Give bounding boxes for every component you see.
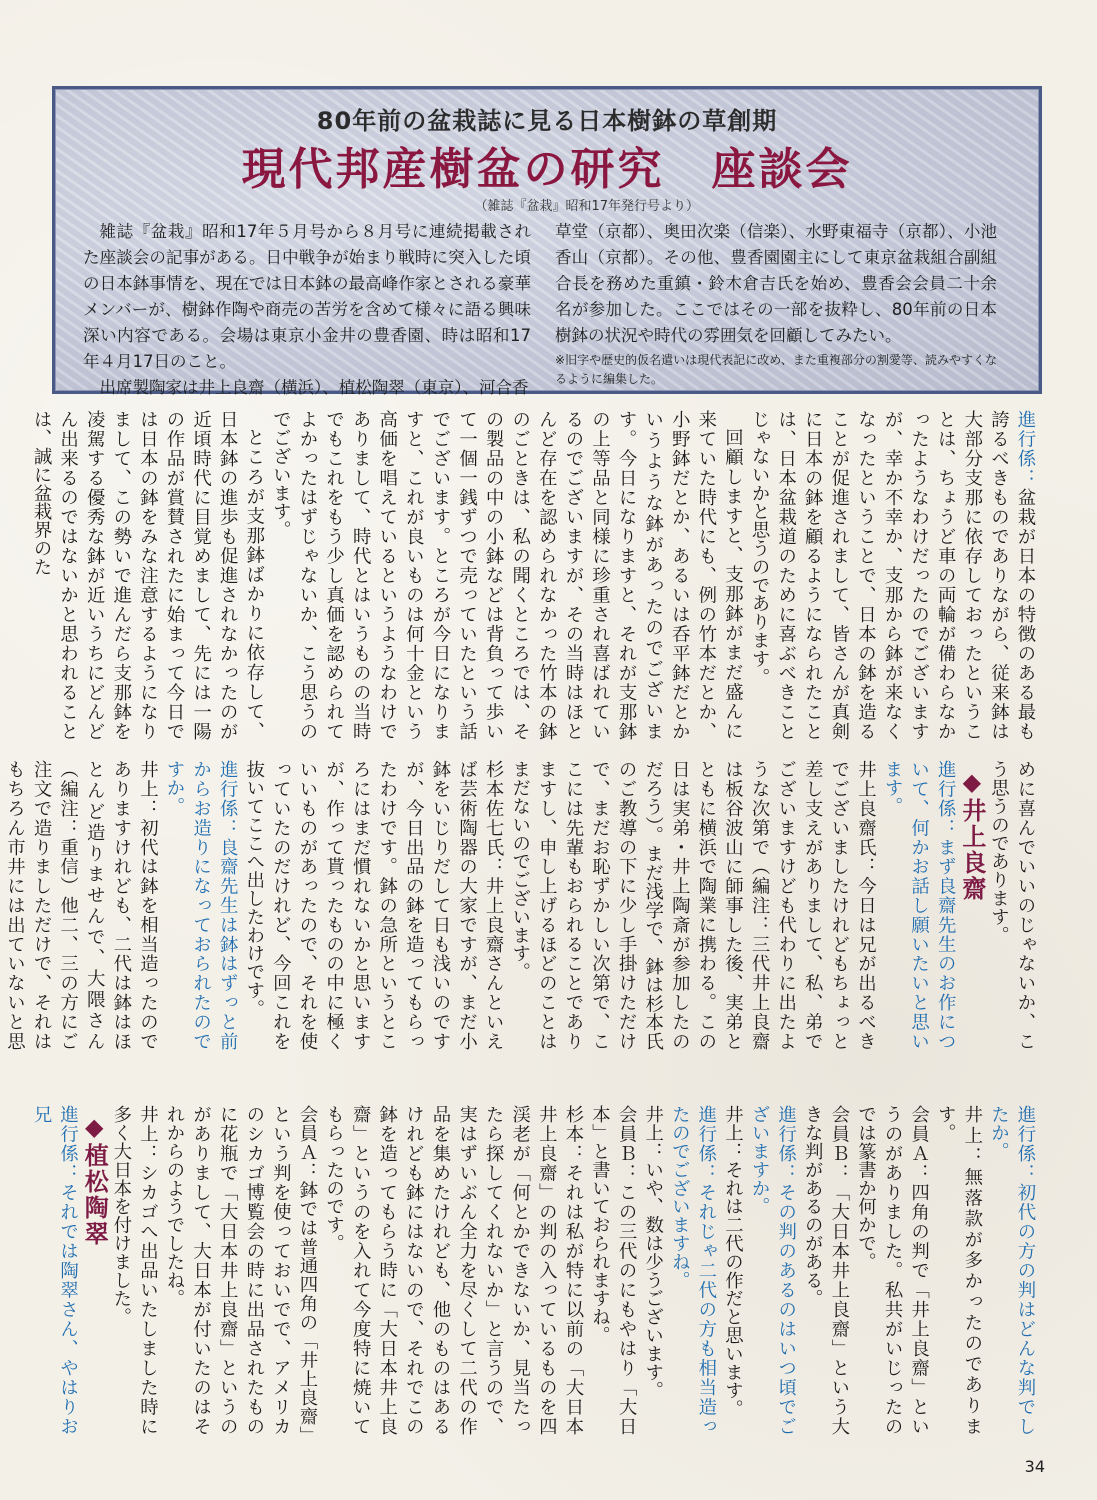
dialogue-paragraph	[666, 1105, 719, 1435]
dialogue-text: その判のあるのはいつ頃でございますか。	[749, 1105, 797, 1435]
diamond-icon: ◆	[957, 768, 986, 798]
dialogue-text: 今日は兄が出るべきでございましたけれどもちょっと差し支えがありまして、私、弟でございますけども代わりに出たような次第で（編注：三代井上良齋は板谷波山に師事した後、実弟とともに横浜で陶業に携わる。この日は実弟・井上陶斎が参加したのだろう）。まだ浅学で、鉢は杉本氏のご教導の下に少し手掛けただけで、まだお恥ずかしい次第で、ここには先輩もおられることでありますし、申し上げるほどのことはまだないのでございます。	[509, 760, 877, 1050]
speaker-label: 進行係：	[217, 760, 239, 838]
speaker-label: 進行係：	[775, 1105, 797, 1183]
speaker-label: 進行係：	[1015, 410, 1036, 488]
article-header	[52, 86, 1042, 397]
dialogue-paragraph	[107, 1105, 160, 1435]
intro-paragraph: 出席製陶家は井上良齋（横浜）、植松陶翠（東京）、河合香	[99, 378, 529, 397]
dialogue-text: 初代の方の判はどんな判でしたか。	[988, 1105, 1036, 1435]
dialogue-paragraph	[639, 1105, 666, 1435]
speaker-label: 井上：	[137, 1105, 159, 1164]
body-section-bottom	[31, 1105, 1038, 1436]
speaker-label: 会員Ａ：	[908, 1105, 930, 1183]
page-number: 34	[1024, 1457, 1045, 1476]
dialogue-text: それじゃ二代の方も相当造ったのでございますね。	[669, 1105, 717, 1435]
dialogue-paragraph	[878, 760, 958, 1050]
speaker-label: 進行係：	[695, 1105, 717, 1183]
dialogue-text: 良齋先生は鉢はずっと前からお造りになっておられたのですか。	[164, 760, 239, 1050]
speaker-label: 進行係：	[57, 1105, 79, 1183]
speaker-label: 井上：	[137, 760, 159, 819]
section-heading	[81, 1105, 108, 1435]
dialogue-text: シカゴへ出品いたしました時に多く大日本を付けました。	[110, 1105, 159, 1436]
dialogue-paragraph	[320, 1105, 586, 1435]
speaker-label: 井上良齋氏：	[855, 760, 877, 877]
speaker-label: 井上：	[642, 1105, 664, 1161]
dialogue-paragraph	[160, 1105, 320, 1435]
body-section-middle	[4, 760, 1038, 1050]
dialogue-text: 四角の判で「井上良齋」というのがありました。私共がいじったのでは篆書か何かで。	[855, 1105, 930, 1435]
dialogue-text: 盆栽が日本の特徴のある最も誇るべきものでありながら、従来鉢は大部分支那に依存しておったということは、ちょうど車の両輪が備わらなかったようなわけだったのでございますが、幸か不幸か、支那から鉢が来なくなったということで、日本の鉢を造ることが促進されまして、皆さんが真剣に日本の鉢を顧るようになられたことは、日本盆栽道のために喜ぶべきことじゃないかと思うのであります。	[749, 410, 1036, 740]
speaker-label: 杉本佐七氏：	[483, 760, 505, 877]
dialogue-text: 鉢では普通四角の「井上良齋」という判を使っておいでで、アメリカのシカゴ博覧会の時に出品されたものに花瓶で「大日本井上良齋」というのがありまして、大日本が付いたのはそれからのようでしたね。	[164, 1105, 318, 1435]
source-note: （雑誌『盆栽』昭和17年発行号より）	[474, 199, 699, 214]
speaker-label: 進行係：	[935, 760, 957, 838]
dialogue-paragraph	[852, 1105, 932, 1435]
section-heading-text: 井上良齋	[957, 798, 986, 902]
dialogue-text: それでは陶翠さん、やはりお兄	[31, 1105, 79, 1435]
dialogue-paragraph	[27, 1105, 80, 1435]
dialogue-paragraph	[240, 760, 506, 1050]
dialogue-paragraph	[985, 1105, 1038, 1435]
dialogue-paragraph	[719, 1105, 746, 1435]
dialogue-paragraph: めに喜んでいいのじゃないか、こう思うのであります。	[988, 760, 1036, 1050]
speaker-label: 会員Ｂ：	[828, 1105, 850, 1183]
intro-paragraph: 雑誌『盆栽』昭和17年５月号から８月号に連続掲載された座談会の記事がある。日中戦争が始まり戦時に突入した頃の日本鉢事情を、現在では日本鉢の最高峰作家とされる豪華メンバーが、樹鉢作陶や商売の苦労を含めて様々に語る興味深い内容である。会場は東京小金井の豊香園、時は昭和17年４月17日のこと。	[83, 222, 531, 371]
speaker-label: 井上：	[722, 1105, 744, 1161]
dialogue-paragraph	[586, 1105, 639, 1435]
dialogue-paragraph	[745, 410, 1038, 740]
intro-right	[555, 219, 997, 389]
dialogue-paragraph	[0, 760, 160, 1050]
section-heading	[958, 760, 985, 1050]
speaker-label: 会員Ｂ：	[616, 1105, 638, 1183]
dialogue-text: 井上良齋さんといえば芸術陶器の大家ですが、まだ小鉢をいじりだして日も浅いのですが、今日出品の鉢を造ってもらったわけです。鉢の急所というところにはまだ慣れないかと思いますが、作って貰ったものの中に極くいいものがあったので、それを使っていたのだけれど、今回これを抜いてここへ出したわけです。	[243, 760, 505, 1050]
dialogue-text: 「大日本井上良齋」という大きな判があるのがある。	[802, 1105, 850, 1435]
dialogue-paragraph: 回顧しますと、支那鉢がまだ盛んに来ていた時代にも、例の竹本だとか、小野鉢だとか、あるいは呑平鉢だとかいうような鉢があったのでございます。今日になりますと、それが支那鉢の上等品と同様に珍重され喜ばれているのでございますが、その当時はほとんど存在を認められなかった竹本の鉢のごときは、私の聞くところでは、その製品の中の小鉢などは背負って歩いて一個一銭ずつで売っていたという話でございます。ところが今日になりますと、これが良いものは何十金という高価を唱えているというようなわけでありまして、時代とはいうものの当時でもこれをもう少し真価を認められてよかったはずじゃないか、こう思うのでございます。	[270, 410, 744, 740]
dialogue-text: この三代のにもやはり「大日本」と書いておられますね。	[589, 1105, 638, 1435]
dialogue-paragraph	[160, 760, 240, 1050]
dialogue-text: 初代は鉢を相当造ったのでありますけれども、二代は鉢はほとんど造りませんで、大隈さん（編注：重信）他二、三の方にご注文で造りましただけで、それはもちろん市井には出ていないと思	[4, 760, 159, 1050]
dialogue-text: それは私が特に以前の「大日本井上良齋」の判の入っているものを四渓老が「何とかできないか、見当たったら探してくれないか」と言うので、実はずいぶん全力を尽くして二代の作品を集めたけれども、他のものはあるけれども鉢にはないので、それでこの鉢を造ってもらう時に「大日本井上良齋」というのを入れて今度特に焼いてもらったのです。	[323, 1105, 584, 1436]
article-title: 現代邦産樹盆の研究 座談会	[241, 144, 853, 195]
dialogue-text: それは二代の作だと思います。	[722, 1160, 744, 1418]
dialogue-text: 無落款が多かったのであります。	[935, 1105, 983, 1436]
body-section-top	[31, 410, 1038, 740]
speaker-label: 進行係：	[1015, 1105, 1036, 1183]
dialogue-paragraph	[932, 1105, 985, 1435]
intro-paragraph: 草堂（京都）、奥田次楽（信楽）、水野東福寺（京都）、小池香山（京都）。その他、豊香園園主にして東京盆栽組合副組合長を務めた重鎮・鈴木倉吉氏を始め、豊香会会員二十余名が参加した。ここではその一部を抜粋し、80年前の日本樹鉢の状況や時代の雰囲気を回顧してみたい。	[555, 222, 997, 345]
diamond-icon: ◆	[80, 1113, 109, 1143]
dialogue-paragraph: ところが支那鉢ばかりに依存して、日本鉢の進歩も促進されなかったのが近頃時代に目覚めまして、先には一陽の作品が賞賛されたに始まって今日では日本の鉢をみな注意するようになりまして、この勢いで進んだら支那鉢を凌駕する優秀な鉢が近いうちにどんどん出来るのではないかと思われることは、誠に盆栽界のた	[31, 410, 265, 740]
article-kicker: 80年前の盆栽誌に見る日本樹鉢の草創期	[316, 107, 778, 135]
dialogue-text: まず良齋先生のお作について、何かお話し願いたいと思います。	[882, 760, 957, 1050]
intro-left	[83, 219, 531, 401]
dialogue-paragraph	[506, 760, 878, 1050]
editorial-footnote: ※旧字や歴史的仮名遣いは現代表記に改め、また重複部分の割愛等、読みやすくなるように編集した。	[555, 353, 997, 386]
dialogue-paragraph	[799, 1105, 852, 1435]
dialogue-paragraph	[745, 1105, 798, 1435]
dialogue-text: いや、数は少うございます。	[642, 1160, 664, 1400]
speaker-label: 会員Ａ：	[296, 1105, 318, 1181]
section-heading-text: 植松陶翠	[80, 1143, 109, 1247]
speaker-label: 杉本：	[562, 1105, 584, 1164]
speaker-label: 井上：	[961, 1105, 983, 1168]
